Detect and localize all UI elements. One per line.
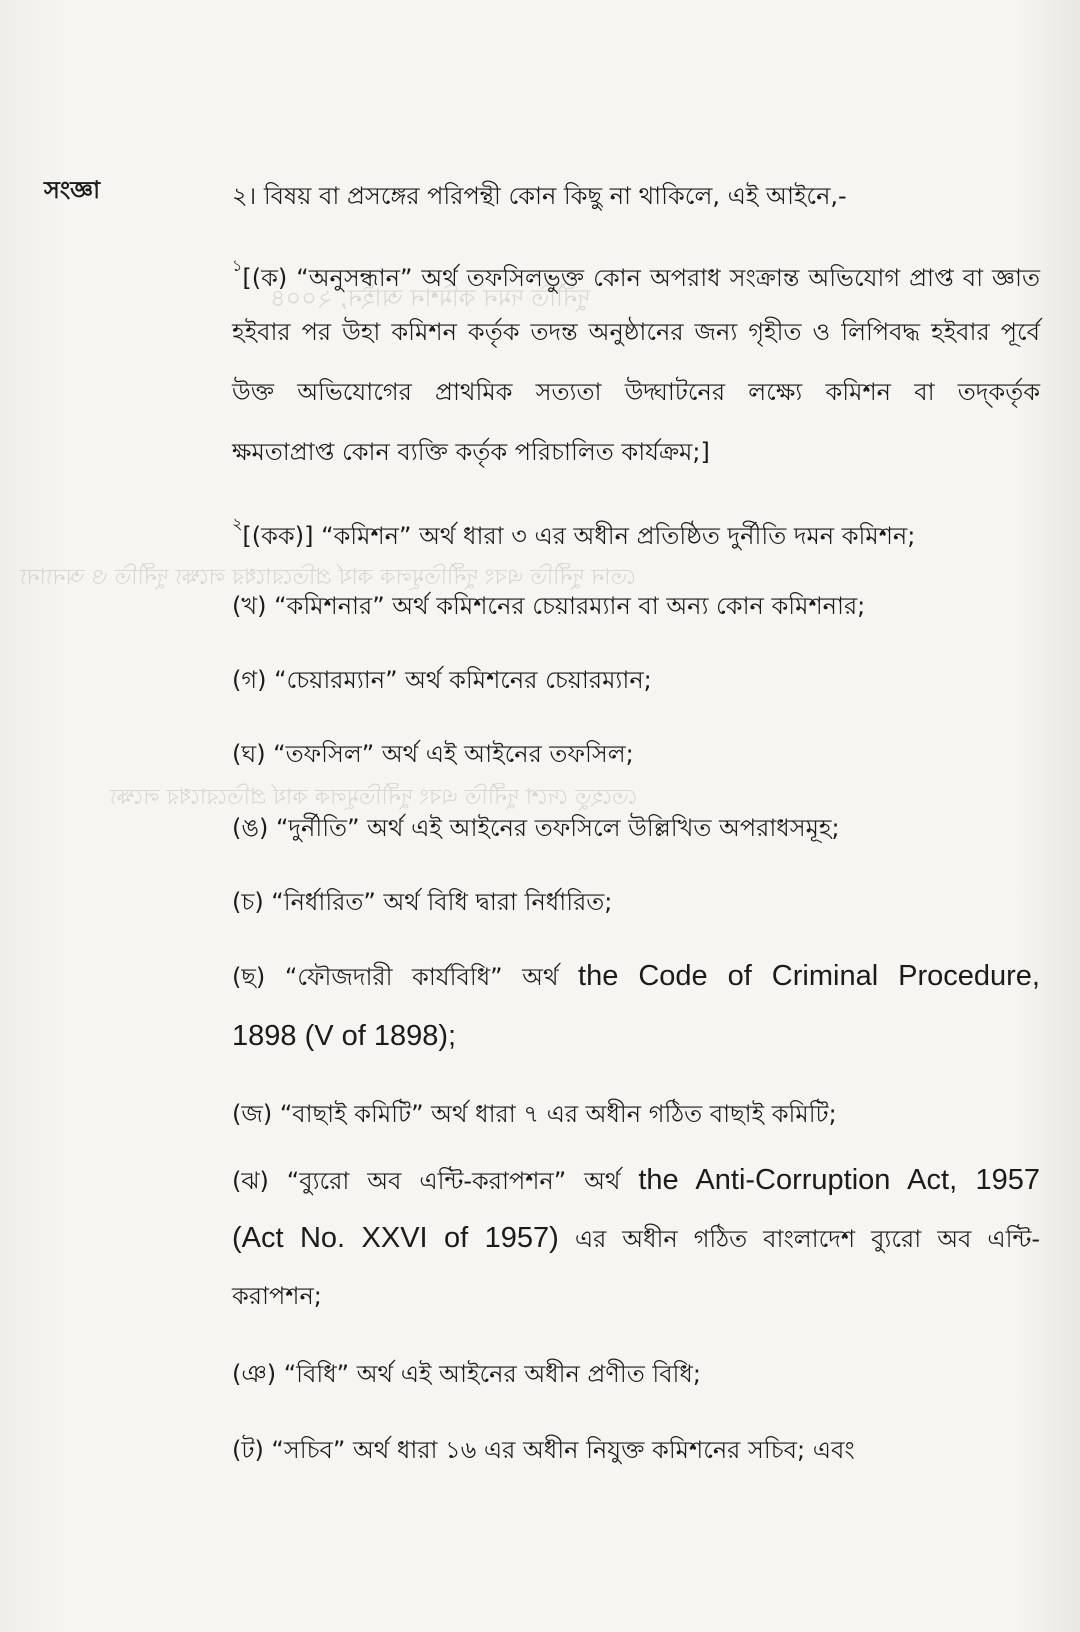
definition-text: [(কক)] “কমিশন” অর্থ ধারা ৩ এর অধীন প্রতিষ্ঠিত দুর্নীতি দমন কমিশন; <box>242 522 916 550</box>
definition-text: (ছ) “ফৌজদারী কার্যবিধি” অর্থ <box>232 963 559 991</box>
definition-ga: (গ) “চেয়ারম্যান” অর্থ কমিশনের চেয়ারম্যান; <box>232 666 652 694</box>
bleed-through-text: তোন দুর্নীতি এবং দুর্নীতিমূলক কার্য প্রতিরোধের লক্ষ্যে দুর্নীতি ও অন্যান্য <box>20 565 637 590</box>
definition-cha: (চ) “নির্ধারিত” অর্থ বিধি দ্বারা নির্ধারিত; <box>232 888 613 916</box>
definition-text: (ঝ) “ব্যুরো অব এন্টি-করাপশন” অর্থ <box>232 1167 621 1195</box>
english-reference: the Anti-Corruption Act, 1957 <box>638 1164 1040 1196</box>
definition-text: করাপশন; <box>232 1282 322 1310</box>
definition-text: ক্ষমতাপ্রাপ্ত কোন ব্যক্তি কর্তৃক পরিচালিত কার্যক্রম;] <box>232 438 710 466</box>
definition-text: [(ক) “অনুসন্ধান” অর্থ তফসিলভুক্ত কোন অপরাধ সংক্রান্ত অভিযোগ প্রাপ্ত বা জ্ঞাত <box>242 264 1040 292</box>
definition-nya: (ঞ) “বিধি” অর্থ এই আইনের অধীন প্রণীত বিধি; <box>232 1360 701 1388</box>
definition-ta: (ট) “সচিব” অর্থ ধারা ১৬ এর অধীন নিযুক্ত কমিশনের সচিব; এবং <box>232 1436 855 1464</box>
english-reference: the Code of Criminal Procedure, <box>578 960 1040 992</box>
definition-text: এর অধীন গঠিত বাংলাদেশ ব্যুরো অব এন্টি- <box>574 1225 1040 1253</box>
definition-umo: (ঙ) “দুর্নীতি” অর্থ এই আইনের তফসিলে উল্লিখিত অপরাধসমূহ; <box>232 814 840 842</box>
definition-text: হইবার পর উহা কমিশন কর্তৃক তদন্ত অনুষ্ঠানের জন্য গৃহীত ও লিপিবদ্ধ হইবার পূর্বে <box>232 318 1040 346</box>
section-intro: ২। বিষয় বা প্রসঙ্গের পরিপন্থী কোন কিছু না থাকিলে, এই আইনে,- <box>232 182 847 210</box>
bleed-through-text: দুর্নীতি দমন কমিশন আইন, ২০০৪ <box>270 284 590 312</box>
english-reference: (Act No. XXVI of 1957) <box>232 1222 559 1254</box>
definition-text: উক্ত অভিযোগের প্রাথমিক সত্যতা উদ্ঘাটনের লক্ষ্যে কমিশন বা তদ্‌কর্তৃক <box>232 378 1040 406</box>
definition-kaka <box>232 514 915 552</box>
footnote-marker: ১ <box>232 256 243 275</box>
definition-gha: (ঘ) “তফসিল” অর্থ এই আইনের তফসিল; <box>232 740 634 768</box>
section-heading: সংজ্ঞা <box>44 176 101 204</box>
bleed-through-text: তেহেতু দেশে দুর্নীতি এবং দুর্নীতিমূলক কার্য প্রতিরোধের লক্ষ্যে <box>110 785 638 810</box>
english-reference: 1898 (V of 1898); <box>232 1020 457 1052</box>
definition-kha: (খ) “কমিশনার” অর্থ কমিশনের চেয়ারম্যান বা অন্য কোন কমিশনার; <box>232 592 866 620</box>
definition-ja: (জ) “বাছাই কমিটি” অর্থ ধারা ৭ এর অধীন গঠিত বাছাই কমিটি; <box>232 1100 837 1128</box>
footnote-marker: ২ <box>232 514 243 533</box>
